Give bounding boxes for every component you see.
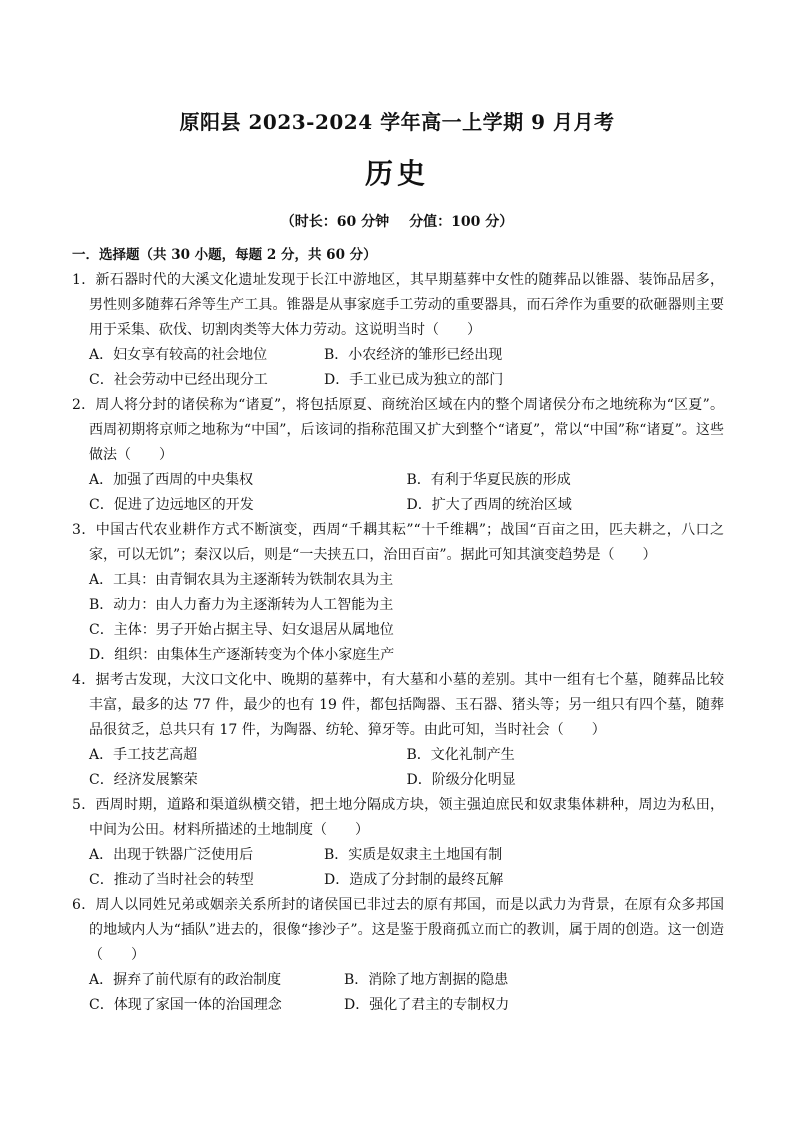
question-stem: 4．据考古发现，大汶口文化中、晚期的墓葬中，有大墓和小墓的差别。其中一组有七个墓，随葬品比较丰富，最多的达 77 件，最少的也有 19 件，都包括陶器、玉石器、猪头等；另一组只有四个墓，随葬品很贫乏，总共只有 17 件，为陶器、纺轮、獐牙等。由此可知，当时社会（ ） [72, 672, 724, 738]
option-b: B．实质是奴隶主土地国有制 [324, 847, 503, 863]
question-4 [72, 668, 724, 793]
option-a: A．加强了西周的中央集权 [89, 472, 254, 488]
question-stem: 6．周人以同姓兄弟或姻亲关系所封的诸侯国已非过去的原有邦国，而是以武力为背景，在原有众多邦国的地域内人为“插队”进去的，很像“掺沙子”。这是鉴于殷商孤立而亡的教训，属于周的创造。这一创造（ ） [72, 897, 724, 963]
question-5 [72, 793, 724, 893]
option-d: D．组织：由集体生产逐渐转变为个体小家庭生产 [89, 647, 395, 663]
option-d: D．造成了分封制的最终瓦解 [324, 872, 504, 888]
question-stem: 3．中国古代农业耕作方式不断演变，西周“千耦其耘”“十千维耦”；战国“百亩之田，匹夫耕之，八口之家，可以无饥”；秦汉以后，则是“一夫挟五口，治田百亩”。据此可知其演变趋势是（ ） [72, 522, 724, 563]
option-b: B．文化礼制产生 [406, 747, 515, 763]
question-2 [72, 393, 724, 518]
option-c: C．社会劳动中已经出现分工 [89, 372, 268, 388]
option-b: B．消除了地方割据的隐患 [344, 972, 509, 988]
option-a: A．出现于铁器广泛使用后 [89, 847, 254, 863]
option-a: A．工具：由青铜农具为主逐渐转为铁制农具为主 [89, 572, 394, 588]
option-d: D．扩大了西周的统治区域 [406, 497, 572, 513]
exam-title: 原阳县 2023-2024 学年高一上学期 9 月月考 [179, 110, 615, 134]
option-c: C．经济发展繁荣 [89, 772, 198, 788]
question-3 [72, 518, 724, 668]
option-d: D．手工业已成为独立的部门 [324, 372, 504, 388]
exam-meta [0, 211, 794, 231]
subject-title: 历史 [364, 157, 429, 190]
option-d: D．强化了君主的专制权力 [344, 997, 510, 1013]
option-c: C．促进了边远地区的开发 [89, 497, 254, 513]
question-6 [72, 893, 724, 1018]
option-a: A．妇女享有较高的社会地位 [89, 347, 268, 363]
exam-content [72, 243, 724, 1018]
question-stem: 5．西周时期，道路和渠道纵横交错，把土地分隔成方块，领主强迫庶民和奴隶集体耕种，周边为私田，中间为公田。材料所描述的土地制度（ ） [72, 797, 724, 838]
question-stem: 1．新石器时代的大溪文化遗址发现于长江中游地区，其早期墓葬中女性的随葬品以锥器、装饰品居多，男性则多随葬石斧等生产工具。锥器是从事家庭手工劳动的重要器具，而石斧作为重要的砍砸器则主要用于采集、砍伐、切割肉类等大体力劳动。这说明当时（ ） [72, 272, 724, 338]
section-heading: 一．选择题（共 30 小题，每题 2 分，共 60 分） [72, 247, 377, 263]
question-stem: 2．周人将分封的诸侯称为“诸夏”，将包括原夏、商统治区域在内的整个周诸侯分布之地统称为“区夏”。西周初期将京师之地称为“中国”，后该词的指称范围又扩大到整个“诸夏”，常以“中国”称“诸夏”。这些做法（ ） [72, 397, 724, 463]
option-a: A．摒弃了前代原有的政治制度 [89, 972, 282, 988]
option-d: D．阶级分化明显 [406, 772, 516, 788]
option-c: C．体现了家国一体的治国理念 [89, 997, 282, 1013]
option-b: B．动力：由人力畜力为主逐渐转为人工智能为主 [89, 597, 394, 613]
question-1 [72, 268, 724, 393]
exam-score: 分值：100 分） [409, 214, 514, 230]
option-b: B．小农经济的雏形已经出现 [324, 347, 503, 363]
exam-duration: （时长：60 分钟 [280, 214, 390, 230]
option-b: B．有利于华夏民族的形成 [406, 472, 571, 488]
option-c: C．推动了当时社会的转型 [89, 872, 254, 888]
option-c: C．主体：男子开始占据主导、妇女退居从属地位 [89, 622, 394, 638]
option-a: A．手工技艺高超 [89, 747, 198, 763]
